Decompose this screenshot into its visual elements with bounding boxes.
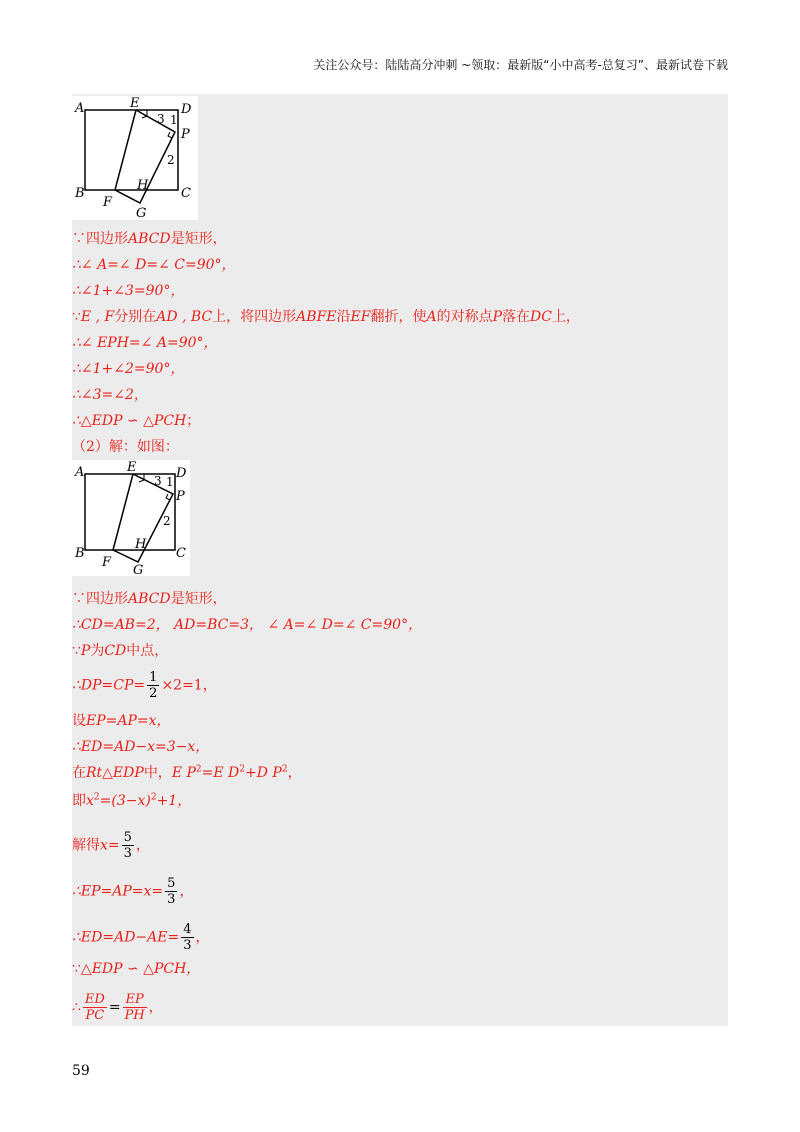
p2-line-5: 设EP=AP=x，	[72, 713, 171, 729]
p1-line-4: ∵E , F分别在AD , BC上，将四边形ABFE沿EF翻折，使A的对称点P落在DC上，	[72, 309, 580, 325]
label-B: B	[75, 546, 85, 561]
angle-1: 1	[166, 475, 174, 489]
p2-line-2: ∴CD=AB=2， AD=BC=3， ∠ A=∠ D=∠ C=90°，	[72, 617, 423, 633]
label-C: C	[176, 546, 186, 561]
p1-line-1: ∵四边形ABCD是矩形，	[72, 231, 227, 247]
label-D: D	[176, 466, 187, 481]
p2-line-10: ∴EP=AP=x= $\frac{5}{3}$ ，	[72, 876, 194, 907]
angle-3: 3	[157, 112, 165, 126]
fraction-ed-pc: $\frac{ED}{PC}$	[84, 992, 105, 1023]
label-H: H	[137, 178, 149, 193]
label-G: G	[136, 206, 147, 220]
p1-line-7: ∴∠3=∠2，	[72, 387, 148, 403]
fraction-five-thirds: $\frac{5}{3}$	[123, 830, 132, 861]
p2-line-1: ∵四边形ABCD是矩形，	[72, 591, 227, 607]
p1-line-5: ∴∠ EPH=∠ A=90°，	[72, 335, 218, 351]
fraction-five-thirds-2: $\frac{5}{3}$	[167, 876, 176, 907]
p1-line-3: ∴∠1+∠3=90°，	[72, 283, 185, 299]
label-G: G	[133, 563, 144, 576]
geometry-figure-2	[72, 460, 190, 576]
label-D: D	[181, 102, 192, 117]
angle-3: 3	[154, 474, 162, 488]
fraction-one-half: $\frac{1}{2}$	[149, 670, 158, 701]
figure-2-svg	[72, 460, 190, 576]
page-header: 关注公众号：陆陆高分冲刺 ~领取：最新版“小中高考-总复习”、最新试卷下载	[313, 58, 728, 72]
p2-line-11: ∴ED=AD−AE= $\frac{4}{3}$ ，	[72, 922, 210, 953]
part2-title: （2）解：如图：	[72, 439, 179, 455]
label-H: H	[135, 537, 147, 552]
label-F: F	[102, 555, 112, 570]
page-number: 59	[72, 1063, 90, 1079]
label-P: P	[176, 489, 185, 504]
label-E: E	[130, 96, 140, 111]
p1-line-2: ∴∠ A=∠ D=∠ C=90°，	[72, 257, 236, 273]
figure-1-svg	[72, 96, 198, 220]
fraction-four-thirds: $\frac{4}{3}$	[183, 922, 192, 953]
p2-line-12: ∵△EDP ∽ △PCH，	[72, 961, 201, 977]
label-B: B	[75, 186, 85, 201]
label-E: E	[127, 460, 137, 475]
angle-2: 2	[167, 153, 175, 167]
label-P: P	[181, 127, 190, 142]
p2-line-4: ∴DP=CP= $\frac{1}{2}$ ×2=1，	[72, 670, 217, 701]
label-F: F	[103, 195, 113, 210]
p1-line-6: ∴∠1+∠2=90°，	[72, 361, 185, 377]
p2-line-3: ∵P为CD中点，	[72, 643, 169, 659]
p2-line-13: ∴ $\frac{ED}{PC}$ = $\frac{EP}{PH}$ ，	[72, 992, 163, 1023]
label-A: A	[75, 101, 85, 116]
fraction-ep-ph: $\frac{EP}{PH}$	[124, 992, 145, 1023]
p2-line-6: ∴ED=AD−x=3−x，	[72, 739, 210, 755]
angle-1: 1	[170, 113, 178, 127]
geometry-figure-1	[72, 96, 198, 220]
p2-line-8: 即$x^2=(3-x)^2+1$，	[72, 792, 192, 809]
p2-line-7: 在Rt△EDP中，E $P^2=E$ $D^2+D$ $P^2$，	[72, 764, 302, 781]
label-A: A	[75, 465, 85, 480]
p2-line-9: 解得x= $\frac{5}{3}$ ，	[72, 830, 150, 861]
angle-2: 2	[163, 514, 171, 528]
solution-panel	[72, 94, 728, 1026]
label-C: C	[181, 186, 191, 201]
p1-line-8: ∴△EDP ∽ △PCH；	[72, 413, 201, 429]
